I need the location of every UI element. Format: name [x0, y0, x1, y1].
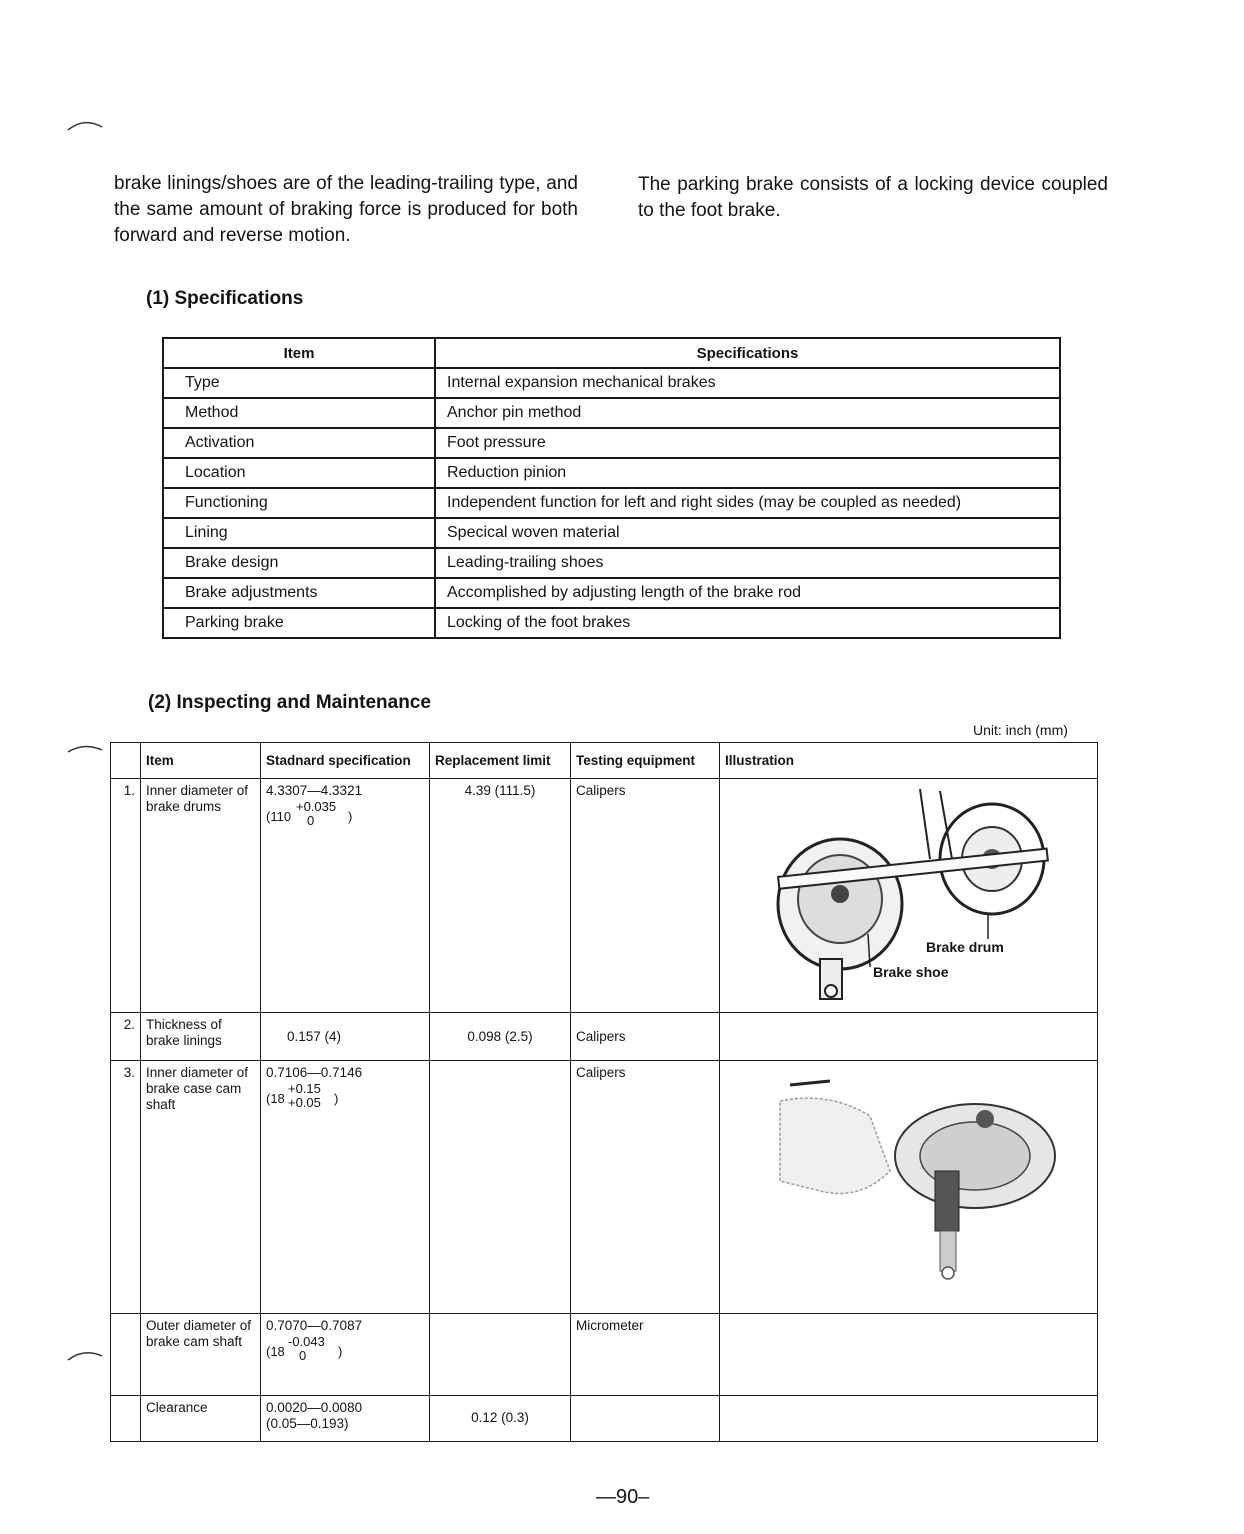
spec-value: Reduction pinion: [435, 458, 1060, 488]
spec-item: Type: [163, 368, 435, 398]
row-limit: [430, 1061, 571, 1313]
spec-value: Leading-trailing shoes: [435, 548, 1060, 578]
table-row: [111, 1013, 1098, 1061]
spec-item: Parking brake: [163, 608, 435, 638]
table-row: [163, 458, 1060, 488]
spec-item: Method: [163, 398, 435, 428]
header-item: Item: [141, 743, 261, 779]
row-equipment: [571, 1395, 720, 1441]
specifications-heading: (1) Specifications: [146, 288, 304, 309]
illustration-cell: [720, 1013, 1098, 1061]
row-item: Thickness of brake linings: [141, 1013, 261, 1061]
spec-item: Brake design: [163, 548, 435, 578]
tol-base: (18: [266, 1343, 285, 1359]
specifications-table: [162, 337, 1061, 639]
row-item: Inner diameter of brake case cam shaft: [141, 1061, 261, 1313]
tol-base: (110: [266, 809, 292, 825]
table-row: [111, 1395, 1098, 1441]
spec-item: Activation: [163, 428, 435, 458]
tolerance: [266, 1334, 424, 1364]
row-number: [111, 1395, 141, 1441]
standard-value-mm: (0.05—0.193): [266, 1415, 349, 1431]
page-number: —90–: [596, 1486, 650, 1508]
row-number: 2.: [111, 1013, 141, 1061]
illustration-cell: [720, 779, 1098, 1013]
spec-value: Accomplished by adjusting length of the brake rod: [435, 578, 1060, 608]
inspecting-heading: (2) Inspecting and Maintenance: [148, 692, 431, 713]
row-standard: [261, 1061, 430, 1313]
header-item: Item: [163, 338, 435, 368]
brake-cam-shaft-illustration: [720, 1061, 1098, 1311]
table-row: [111, 1313, 1098, 1395]
standard-value: 0.0020—0.0080: [266, 1399, 363, 1415]
row-number: 3.: [111, 1061, 141, 1313]
header-standard: Stadnard specification: [261, 743, 430, 779]
margin-mark-icon: [66, 115, 106, 135]
table-header-row: [163, 338, 1060, 368]
margin-mark-icon: [66, 1346, 106, 1366]
row-item: Outer diameter of brake cam shaft: [141, 1313, 261, 1395]
label-brake-drum: Brake drum: [926, 939, 1004, 956]
spec-value: Foot pressure: [435, 428, 1060, 458]
standard-value: 4.3307—4.3321: [266, 783, 363, 799]
tolerance: [266, 1081, 424, 1111]
header-specifications: Specifications: [435, 338, 1060, 368]
standard-value: 0.7070—0.7087: [266, 1317, 363, 1333]
table-header-row: [111, 743, 1098, 779]
illustration-cell: [720, 1061, 1098, 1313]
tol-upper: +0.035: [296, 799, 337, 815]
table-row: [111, 1061, 1098, 1313]
table-row: [163, 428, 1060, 458]
illustration-cell: [720, 1313, 1098, 1395]
row-number: 1.: [111, 779, 141, 1013]
row-limit: 0.098 (2.5): [430, 1013, 571, 1061]
table-row: [163, 368, 1060, 398]
table-row: [163, 608, 1060, 638]
row-standard: [261, 779, 430, 1013]
spec-item: Functioning: [163, 488, 435, 518]
header-limit: Replacement limit: [430, 743, 571, 779]
row-equipment: Calipers: [571, 1013, 720, 1061]
tol-close: ): [334, 1091, 339, 1107]
spec-value: Internal expansion mechanical brakes: [435, 368, 1060, 398]
inspection-table: [110, 742, 1098, 1442]
tol-lower: 0: [307, 813, 315, 829]
tol-lower: +0.05: [288, 1095, 321, 1111]
table-row: [163, 398, 1060, 428]
intro-right: The parking brake consists of a locking device coupled to the foot brake.: [638, 174, 1108, 221]
margin-mark-icon: [66, 740, 106, 760]
unit-note: Unit: inch (mm): [973, 722, 1068, 738]
row-standard: [261, 1313, 430, 1395]
row-limit: 0.12 (0.3): [430, 1395, 571, 1441]
spec-value: Independent function for left and right sides (may be coupled as needed): [435, 488, 1060, 518]
table-row: [163, 488, 1060, 518]
spec-item: Lining: [163, 518, 435, 548]
row-limit: [430, 1313, 571, 1395]
row-equipment: Micrometer: [571, 1313, 720, 1395]
table-row: [111, 779, 1098, 1013]
table-row: [163, 578, 1060, 608]
label-brake-shoe: Brake shoe: [873, 964, 949, 981]
row-equipment: Calipers: [571, 779, 720, 1013]
row-item: Inner diameter of brake drums: [141, 779, 261, 1013]
tol-lower: 0: [299, 1347, 307, 1363]
header-illustration: Illustration: [720, 743, 1098, 779]
tol-upper: +0.15: [288, 1081, 321, 1097]
spec-item: Brake adjustments: [163, 578, 435, 608]
tol-base: (18: [266, 1091, 285, 1107]
row-standard: [261, 1395, 430, 1441]
tol-close: ): [348, 809, 353, 825]
spec-value: Anchor pin method: [435, 398, 1060, 428]
table-row: [163, 548, 1060, 578]
table-row: [163, 518, 1060, 548]
spec-value: Specical woven material: [435, 518, 1060, 548]
spec-item: Location: [163, 458, 435, 488]
spec-value: Locking of the foot brakes: [435, 608, 1060, 638]
header-equipment: Testing equipment: [571, 743, 720, 779]
row-item: Clearance: [141, 1395, 261, 1441]
intro-left: brake linings/shoes are of the leading-trailing type, and the same amount of braking force is produced for both forward and reverse motion.: [114, 173, 578, 246]
tolerance: [266, 799, 424, 829]
row-number: [111, 1313, 141, 1395]
tol-close: ): [338, 1343, 343, 1359]
row-standard: 0.157 (4): [261, 1013, 430, 1061]
tol-upper: -0.043: [288, 1333, 325, 1349]
row-equipment: Calipers: [571, 1061, 720, 1313]
illustration-cell: [720, 1395, 1098, 1441]
standard-value: 0.7106—0.7146: [266, 1065, 363, 1081]
row-limit: 4.39 (111.5): [430, 779, 571, 1013]
